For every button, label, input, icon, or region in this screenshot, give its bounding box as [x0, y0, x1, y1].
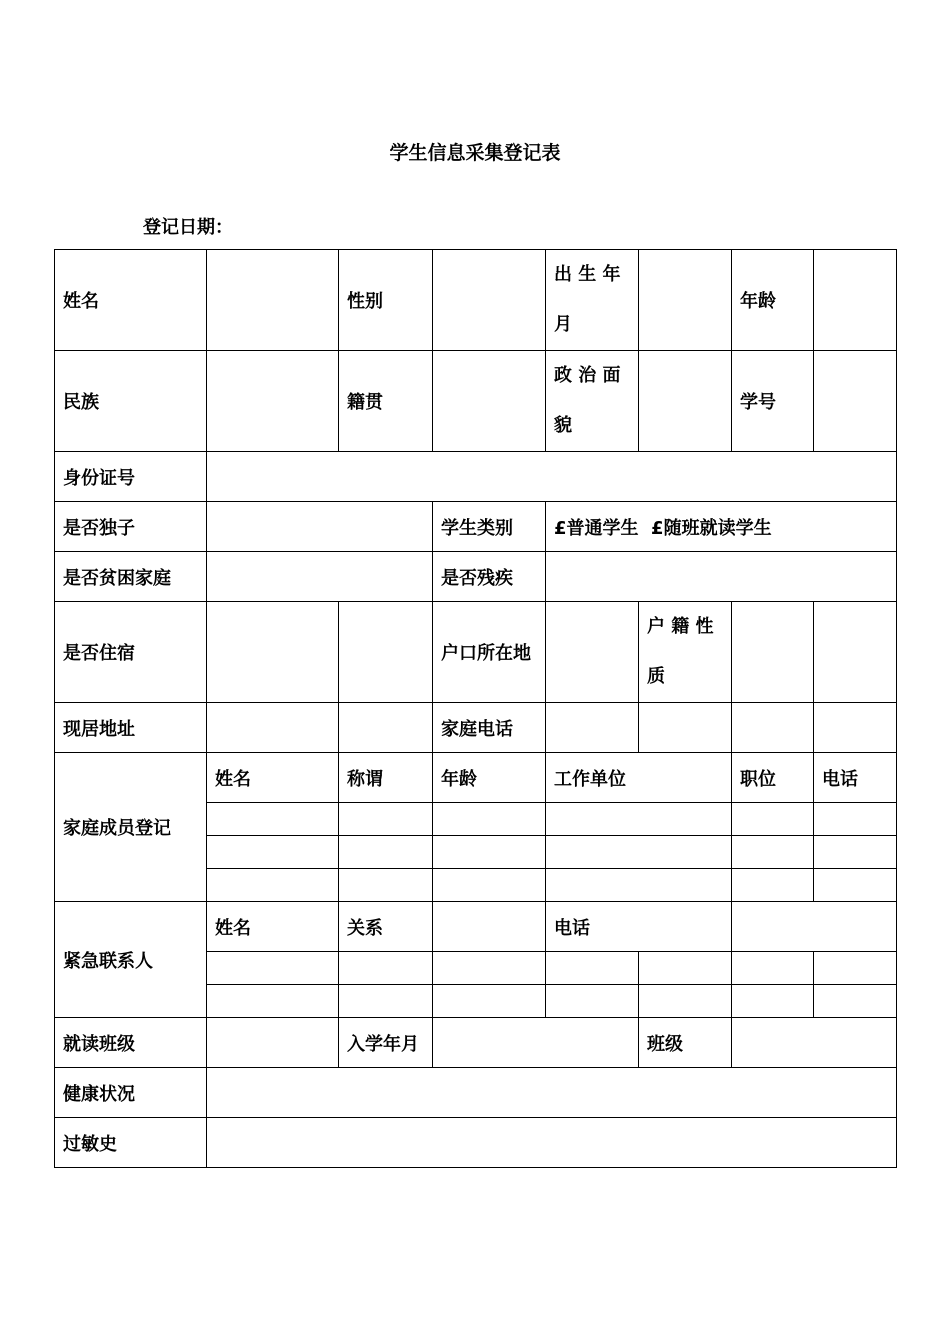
fm-position-cell[interactable] — [732, 836, 814, 869]
field-address[interactable] — [207, 703, 339, 753]
fm-phone-cell[interactable] — [814, 836, 897, 869]
field-health[interactable] — [207, 1068, 897, 1118]
field-enroll-date[interactable] — [433, 1018, 639, 1068]
label-gender: 性别 — [339, 250, 433, 351]
ec-cell[interactable] — [339, 985, 433, 1018]
fm-position-cell[interactable] — [732, 869, 814, 902]
ec-cell[interactable] — [433, 985, 546, 1018]
field-political-status[interactable] — [639, 351, 732, 452]
field-disabled[interactable] — [546, 552, 897, 602]
label-poor-family: 是否贫困家庭 — [55, 552, 207, 602]
label-boarding: 是否住宿 — [55, 602, 207, 703]
ec-header-phone: 电话 — [546, 902, 732, 952]
fm-header-position: 职位 — [732, 753, 814, 803]
field-student-id[interactable] — [814, 351, 897, 452]
ec-cell[interactable] — [433, 952, 546, 985]
field-age[interactable] — [814, 250, 897, 351]
label-hukou-location: 户口所在地 — [433, 602, 546, 703]
fm-header-employer: 工作单位 — [546, 753, 732, 803]
ec-cell[interactable] — [814, 952, 897, 985]
label-birth-date-line2: 月 — [554, 314, 572, 335]
field-id-number[interactable] — [207, 452, 897, 502]
fm-header-phone: 电话 — [814, 753, 897, 803]
label-hukou-type-line2: 质 — [647, 666, 665, 687]
label-age: 年龄 — [732, 250, 814, 351]
label-home-phone: 家庭电话 — [433, 703, 546, 753]
label-hukou-type-line1: 户 籍 性 — [647, 616, 714, 637]
label-student-type: 学生类别 — [433, 502, 546, 552]
fm-title-cell[interactable] — [339, 803, 433, 836]
field-name[interactable] — [207, 250, 339, 351]
label-allergy: 过敏史 — [55, 1118, 207, 1168]
label-id-number: 身份证号 — [55, 452, 207, 502]
label-family-members: 家庭成员登记 — [55, 753, 207, 902]
field-allergy[interactable] — [207, 1118, 897, 1168]
student-type-options[interactable]: £普通学生 £随班就读学生 — [546, 502, 897, 552]
fm-age-cell[interactable] — [433, 803, 546, 836]
fm-phone-cell[interactable] — [814, 869, 897, 902]
fm-title-cell[interactable] — [339, 869, 433, 902]
label-class: 班级 — [639, 1018, 732, 1068]
fm-header-title: 称谓 — [339, 753, 433, 803]
ec-cell[interactable] — [546, 952, 639, 985]
label-only-child: 是否独子 — [55, 502, 207, 552]
fm-header-name: 姓名 — [207, 753, 339, 803]
ec-cell[interactable] — [207, 952, 339, 985]
ec-cell[interactable] — [814, 985, 897, 1018]
field-home-phone-3[interactable] — [732, 703, 814, 753]
ec-cell[interactable] — [207, 985, 339, 1018]
document-title: 学生信息采集登记表 — [389, 142, 561, 164]
fm-name-cell[interactable] — [207, 869, 339, 902]
label-health: 健康状况 — [55, 1068, 207, 1118]
field-address-extra[interactable] — [339, 703, 433, 753]
field-home-phone[interactable] — [546, 703, 639, 753]
field-native-place[interactable] — [433, 351, 546, 452]
field-gender[interactable] — [433, 250, 546, 351]
field-poor-family[interactable] — [207, 552, 433, 602]
field-home-phone-4[interactable] — [814, 703, 897, 753]
ec-header-blank-2 — [732, 902, 897, 952]
label-student-id: 学号 — [732, 351, 814, 452]
field-birth-date[interactable] — [639, 250, 732, 351]
field-class[interactable] — [732, 1018, 897, 1068]
ec-cell[interactable] — [546, 985, 639, 1018]
field-hukou-location[interactable] — [546, 602, 639, 703]
student-info-table — [54, 249, 897, 1168]
label-birth-date — [546, 250, 639, 351]
fm-name-cell[interactable] — [207, 836, 339, 869]
ec-cell[interactable] — [339, 952, 433, 985]
fm-employer-cell[interactable] — [546, 869, 732, 902]
ec-cell[interactable] — [639, 985, 732, 1018]
ec-cell[interactable] — [639, 952, 732, 985]
ec-header-name: 姓名 — [207, 902, 339, 952]
ec-cell[interactable] — [732, 985, 814, 1018]
fm-employer-cell[interactable] — [546, 836, 732, 869]
field-boarding-extra[interactable] — [339, 602, 433, 703]
field-only-child[interactable] — [207, 502, 433, 552]
fm-name-cell[interactable] — [207, 803, 339, 836]
label-name: 姓名 — [55, 250, 207, 351]
label-ethnicity: 民族 — [55, 351, 207, 452]
ec-header-blank — [433, 902, 546, 952]
field-class-attending[interactable] — [207, 1018, 339, 1068]
field-home-phone-2[interactable] — [639, 703, 732, 753]
label-enroll-date: 入学年月 — [339, 1018, 433, 1068]
fm-age-cell[interactable] — [433, 869, 546, 902]
label-disabled: 是否残疾 — [433, 552, 546, 602]
field-ethnicity[interactable] — [207, 351, 339, 452]
label-hukou-type — [639, 602, 732, 703]
label-address: 现居地址 — [55, 703, 207, 753]
registration-date-label: 登记日期： — [143, 217, 233, 238]
fm-title-cell[interactable] — [339, 836, 433, 869]
label-political-line1: 政 治 面 — [554, 365, 621, 386]
field-hukou-type[interactable] — [732, 602, 814, 703]
label-political-status — [546, 351, 639, 452]
field-boarding[interactable] — [207, 602, 339, 703]
fm-employer-cell[interactable] — [546, 803, 732, 836]
field-hukou-type-extra[interactable] — [814, 602, 897, 703]
label-native-place: 籍贯 — [339, 351, 433, 452]
fm-age-cell[interactable] — [433, 836, 546, 869]
label-political-line2: 貌 — [554, 415, 572, 436]
label-emergency-contact: 紧急联系人 — [55, 902, 207, 1018]
ec-cell[interactable] — [732, 952, 814, 985]
fm-phone-cell[interactable] — [814, 803, 897, 836]
label-birth-date-line1: 出 生 年 — [554, 264, 621, 285]
fm-position-cell[interactable] — [732, 803, 814, 836]
ec-header-relation: 关系 — [339, 902, 433, 952]
fm-header-age: 年龄 — [433, 753, 546, 803]
label-class-attending: 就读班级 — [55, 1018, 207, 1068]
